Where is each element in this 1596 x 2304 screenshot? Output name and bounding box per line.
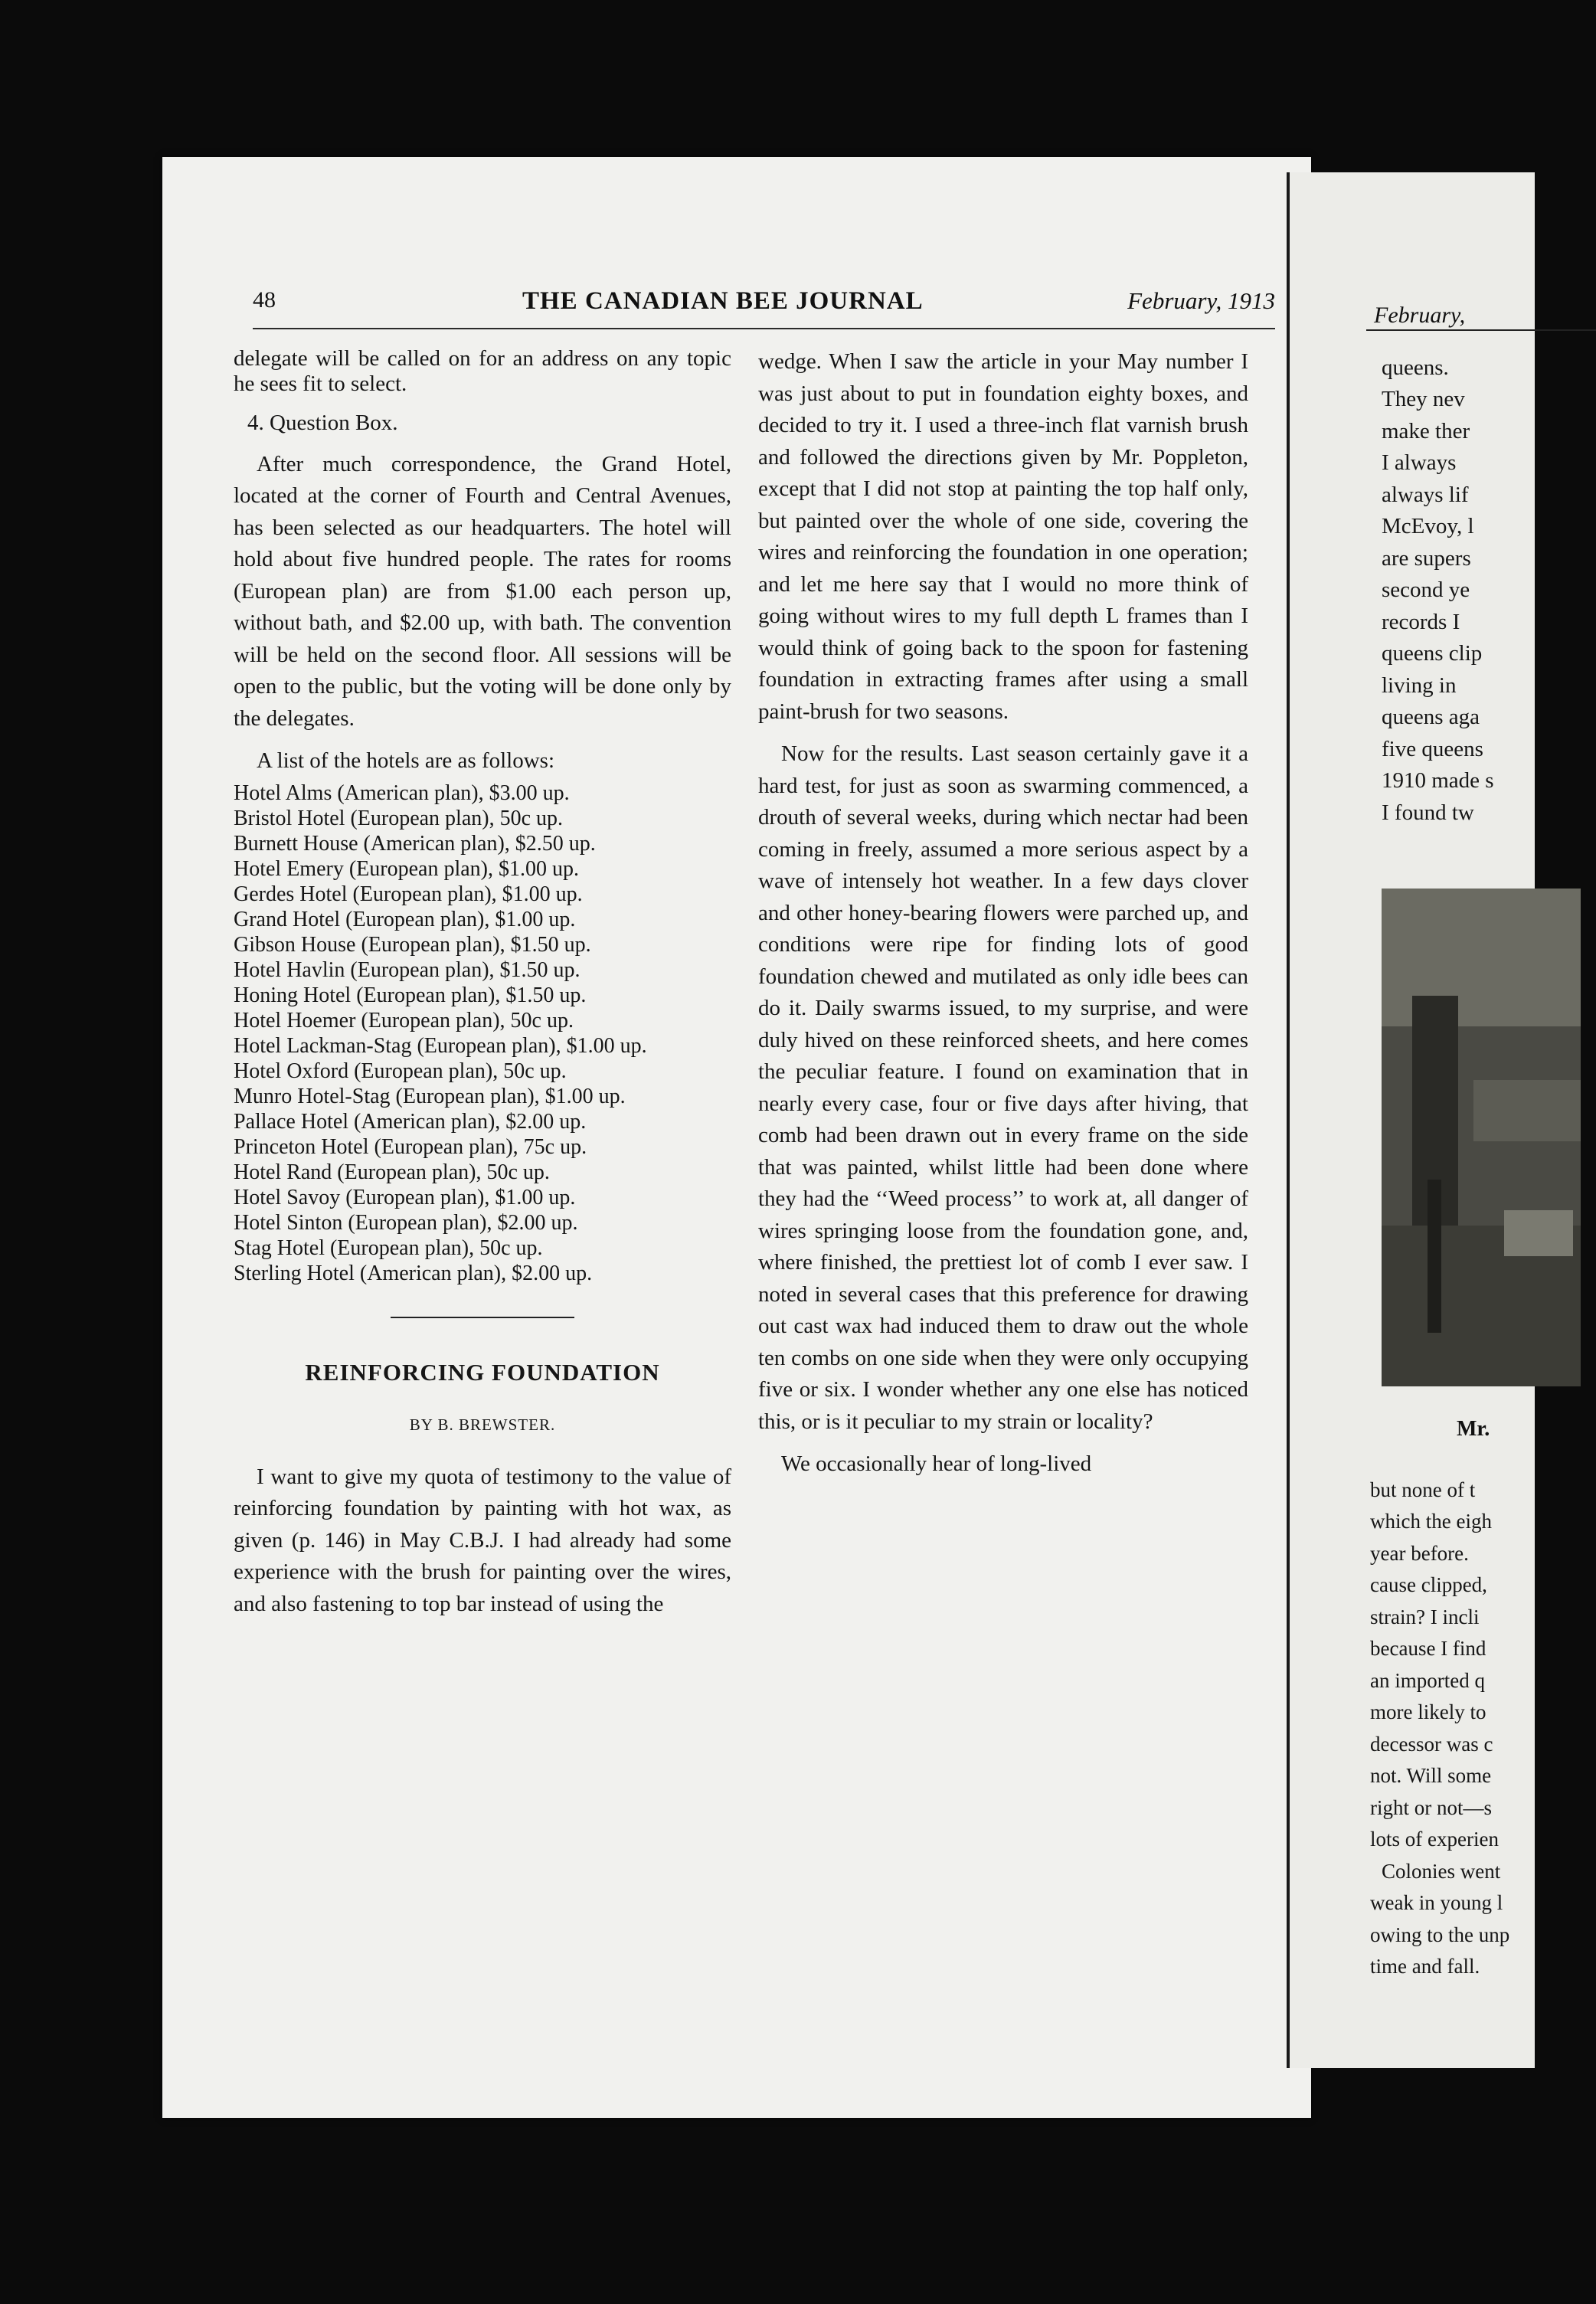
- adjacent-text-line: not. Will some: [1370, 1764, 1492, 1787]
- adjacent-page-header: February,: [1374, 303, 1466, 328]
- photo-caption: Mr.: [1457, 1417, 1490, 1441]
- hotel-list-item: Hotel Oxford (European plan), 50c up.: [234, 1059, 567, 1083]
- hotel-list-item: Gerdes Hotel (European plan), $1.00 up.: [234, 882, 583, 906]
- adjacent-text-line: queens.: [1382, 355, 1449, 380]
- adjacent-text-line: lots of experien: [1370, 1828, 1499, 1851]
- hotel-list-item: Burnett House (American plan), $2.50 up.: [234, 831, 596, 856]
- hotel-list-item: Princeton Hotel (European plan), 75c up.: [234, 1134, 587, 1159]
- adjacent-text-line: more likely to: [1370, 1700, 1486, 1723]
- adjacent-text-line: because I find: [1370, 1637, 1486, 1660]
- adjacent-text-line: owing to the unp: [1370, 1923, 1510, 1946]
- hotel-list-item: Hotel Hoemer (European plan), 50c up.: [234, 1008, 574, 1033]
- hotel-list-item: Hotel Lackman-Stag (European plan), $1.00 up.: [234, 1033, 647, 1058]
- page-header: [253, 287, 1275, 326]
- adjacent-text-line: living in: [1382, 673, 1457, 698]
- hotel-list-item: Hotel Emery (European plan), $1.00 up.: [234, 856, 579, 881]
- adjacent-text-line: queens clip: [1382, 641, 1483, 666]
- issue-date: February, 1913: [1127, 287, 1275, 314]
- adjacent-text-line: time and fall.: [1370, 1955, 1480, 1978]
- paragraph-hotel-headquarters: After much correspondence, the Grand Hotel, located at the corner of Fourth and Central Avenues, has been selected as our headquarters. The hotel will hold about five hundred people. The rates for rooms (European plan) are from $1.00 each person up, without bath, and $2.00 up, with bath. The convention will be held on the second floor. All sessions will be open to the public, but the voting will be done only by the delegates.: [234, 451, 731, 731]
- article-byline: BY B. BREWSTER.: [409, 1415, 556, 1434]
- section-divider: [391, 1317, 574, 1318]
- hotel-list-intro: A list of the hotels are as follows:: [257, 748, 555, 773]
- photograph: [1382, 889, 1581, 1386]
- adjacent-text-line: weak in young l: [1370, 1891, 1503, 1914]
- middle-column: [758, 346, 1248, 1491]
- adjacent-text-line: 1910 made s: [1382, 768, 1494, 793]
- adjacent-text-line: I always: [1382, 450, 1457, 475]
- adjacent-header-rule: [1366, 329, 1596, 331]
- article-title: REINFORCING FOUNDATION: [305, 1358, 660, 1386]
- hotel-list-item: Gibson House (European plan), $1.50 up.: [234, 932, 591, 957]
- adjacent-text-line: year before.: [1370, 1542, 1469, 1565]
- hotel-list-item: Stag Hotel (European plan), 50c up.: [234, 1235, 543, 1260]
- photograph-image: [1382, 889, 1581, 1386]
- adjacent-text-line: are supers: [1382, 546, 1471, 571]
- left-column: [234, 346, 731, 1631]
- adjacent-text-line: cause clipped,: [1370, 1573, 1487, 1596]
- hotel-list-item: Pallace Hotel (American plan), $2.00 up.: [234, 1109, 587, 1134]
- hotel-list-item: Grand Hotel (European plan), $1.00 up.: [234, 907, 576, 931]
- adjacent-text-line: five queens: [1382, 737, 1483, 761]
- adjacent-text-line: records I: [1382, 610, 1460, 634]
- hotel-list-item: Hotel Rand (European plan), 50c up.: [234, 1160, 550, 1184]
- agenda-item-question-box: 4. Question Box.: [247, 411, 398, 435]
- article-paragraph: We occasionally hear of long-lived: [781, 1451, 1092, 1476]
- hotel-list-item: Hotel Sinton (European plan), $2.00 up.: [234, 1210, 578, 1235]
- adjacent-text-line: right or not—s: [1370, 1796, 1492, 1819]
- adjacent-text-line: They nev: [1382, 387, 1465, 411]
- hotel-list-item: Munro Hotel-Stag (European plan), $1.00 up.: [234, 1084, 626, 1108]
- article-paragraph: Now for the results. Last season certainly gave it a hard test, for just as soon as swarming commenced, a drouth of several weeks, during which nectar had been coming in freely, assumed a more serious aspect by a wave of intensely hot weather. In a few days clover and other honey-bearing flowers were parched up, and conditions were ripe for finding lots of good foundation chewed and mutilated as only idle bees can do it. Daily swarms issued, to my surprise, and were duly hived on these reinforced sheets, and here comes the peculiar feature. I found on examination that in nearly every case, four or five days after hiving, that comb had been drawn out in every frame on the side that was painted, whilst little had been done where they had the ‘‘Weed process’’ to work at, all danger of wires springing loose from the foundation gone, and, where finished, the prettiest lot of comb I ever saw. I noted in several cases that this preference for drawing out cast wax had induced them to draw out the whole ten combs on one side when they were only occupying five or six. I wonder whether any one else has noticed this, or is it peculiar to my strain or locality?: [758, 741, 1248, 1434]
- adjacent-text-line: always lif: [1382, 483, 1469, 507]
- article-paragraph: wedge. When I saw the article in your May number I was just about to put in foundation eighty boxes, and decided to try it. I used a three-inch flat varnish brush and followed the directions given by Mr. Poppleton, except that I did not stop at painting the top half only, but painted over the whole of one side, covering the wires and reinforcing the foundation in one operation; and let me here say that I would no more think of going without wires to my full depth L frames than I would think of going back to the spoon for fastening foundation in extracting frames after using a small paint-brush for two seasons.: [758, 349, 1248, 724]
- hotel-list: [234, 781, 731, 1286]
- hotel-list-item: Sterling Hotel (American plan), $2.00 up.: [234, 1261, 593, 1285]
- adjacent-text-line: an imported q: [1370, 1669, 1485, 1692]
- journal-title: THE CANADIAN BEE JOURNAL: [522, 287, 924, 315]
- hotel-list-item: Hotel Alms (American plan), $3.00 up.: [234, 781, 570, 805]
- hotel-list-item: Honing Hotel (European plan), $1.50 up.: [234, 983, 587, 1007]
- page-number: 48: [253, 287, 276, 313]
- adjacent-text-line: strain? I incli: [1370, 1605, 1480, 1628]
- adjacent-text-line: make ther: [1382, 419, 1470, 443]
- header-rule: [253, 328, 1275, 329]
- adjacent-page: [1287, 172, 1535, 2068]
- adjacent-text-line: which the eigh: [1370, 1510, 1492, 1533]
- hotel-list-item: Hotel Savoy (European plan), $1.00 up.: [234, 1185, 576, 1209]
- adjacent-text-line: Colonies went: [1382, 1860, 1501, 1883]
- agenda-continuation: delegate will be called on for an address on any topic he sees fit to select.: [234, 346, 731, 396]
- hotel-list-item: Bristol Hotel (European plan), 50c up.: [234, 806, 564, 830]
- hotel-list-item: Hotel Havlin (European plan), $1.50 up.: [234, 957, 581, 982]
- adjacent-text-line: I found tw: [1382, 800, 1474, 825]
- article-intro-paragraph: I want to give my quota of testimony to the value of reinforcing foundation by painting with hot wax, as given (p. 146) in May C.B.J. I had already had some experience with the brush for painting over the wires, and also fastening to top bar instead of using the: [234, 1464, 731, 1616]
- adjacent-text-line: McEvoy, l: [1382, 514, 1474, 538]
- adjacent-text-line: but none of t: [1370, 1478, 1476, 1501]
- adjacent-text-line: queens aga: [1382, 705, 1480, 729]
- adjacent-text-line: second ye: [1382, 578, 1470, 602]
- adjacent-text-line: decessor was c: [1370, 1733, 1493, 1756]
